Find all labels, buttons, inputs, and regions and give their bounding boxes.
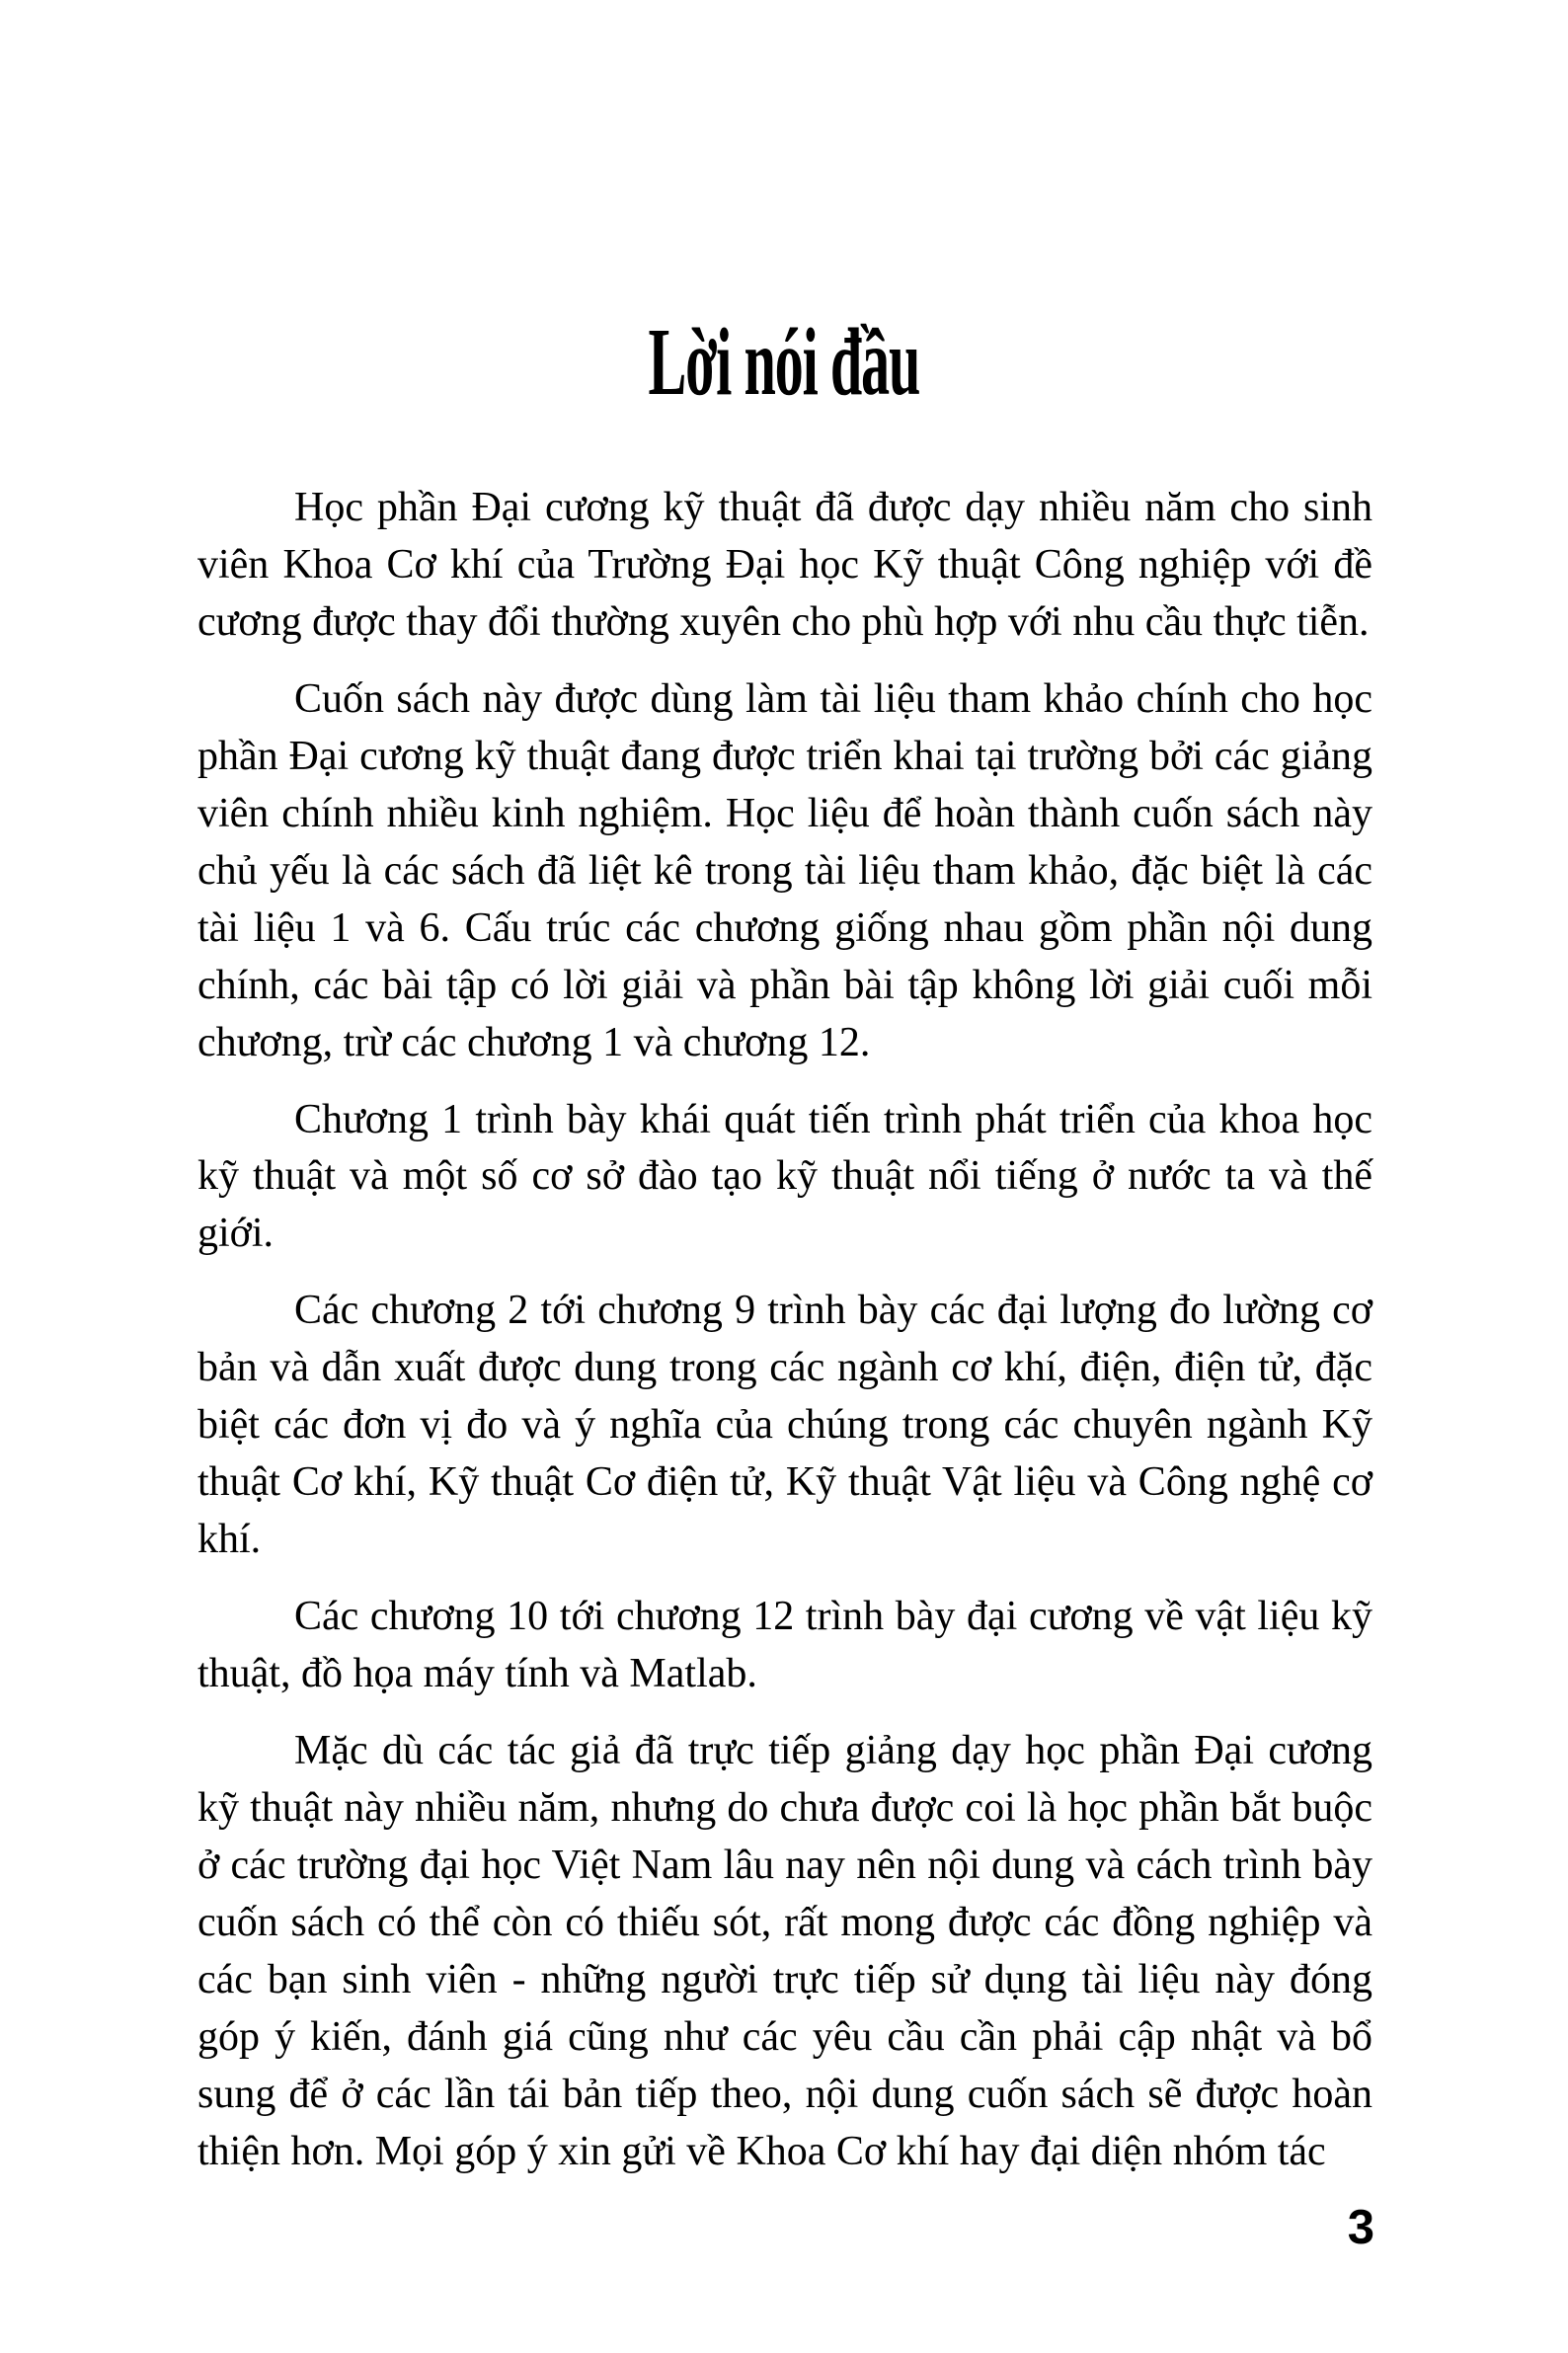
preface-paragraph-2: Cuốn sách này được dùng làm tài liệu tham khảo chính cho học phần Đại cương kỹ thuật đang được triển khai tại trường bởi các giảng viên chính nhiều kinh nghiệm. Học liệu để hoàn thành cuốn sách này chủ yếu là các sách đã liệt kê trong tài liệu tham khảo, đặc biệt là các tài liệu 1 và 6. Cấu trúc các chương giống nhau gồm phần nội dung chính, các bài tập có lời giải và phần bài tập không lời giải cuối mỗi chương, trừ các chương 1 và chương 12. xyxy=(197,675,1372,1065)
preface-paragraph-6: Mặc dù các tác giả đã trực tiếp giảng dạy học phần Đại cương kỹ thuật này nhiều năm, nhưng do chưa được coi là học phần bắt buộc ở các trường đại học Việt Nam lâu nay nên nội dung và cách trình bày cuốn sách có thể còn có thiếu sót, rất mong được các đồng nghiệp và các bạn sinh viên - những người trực tiếp sử dụng tài liệu này đóng góp ý kiến, đánh giá cũng như các yêu cầu cần phải cập nhật và bổ sung để ở các lần tái bản tiếp theo, nội dung cuốn sách sẽ được hoàn thiện hơn. Mọi góp ý xin gửi về Khoa Cơ khí hay đại diện nhóm tác xyxy=(197,1728,1372,2174)
preface-paragraph-5: Các chương 10 tới chương 12 trình bày đại cương về vật liệu kỹ thuật, đồ họa máy tính và Matlab. xyxy=(197,1594,1372,1697)
preface-paragraph-1: Học phần Đại cương kỹ thuật đã được dạy nhiều năm cho sinh viên Khoa Cơ khí của Trường Đại học Kỹ thuật Công nghiệp với đề cương được thay đổi thường xuyên cho phù hợp với nhu cầu thực tiễn. xyxy=(197,485,1372,645)
page-title: Lời nói đầu xyxy=(648,309,920,415)
page-number: 3 xyxy=(1347,2201,1374,2254)
preface-paragraph-3: Chương 1 trình bày khái quát tiến trình phát triển của khoa học kỹ thuật và một số cơ sở đào tạo kỹ thuật nổi tiếng ở nước ta và thế giới. xyxy=(197,1096,1372,1257)
preface-paragraph-4: Các chương 2 tới chương 9 trình bày các đại lượng đo lường cơ bản và dẫn xuất được dung trong các ngành cơ khí, điện, điện tử, đặc biệt các đơn vị đo và ý nghĩa của chúng trong các chuyên ngành Kỹ thuật Cơ khí, Kỹ thuật Cơ điện tử, Kỹ thuật Vật liệu và Công nghệ cơ khí. xyxy=(197,1288,1372,1563)
preface-body xyxy=(197,480,1372,2201)
page-title-wrap xyxy=(0,309,1568,415)
